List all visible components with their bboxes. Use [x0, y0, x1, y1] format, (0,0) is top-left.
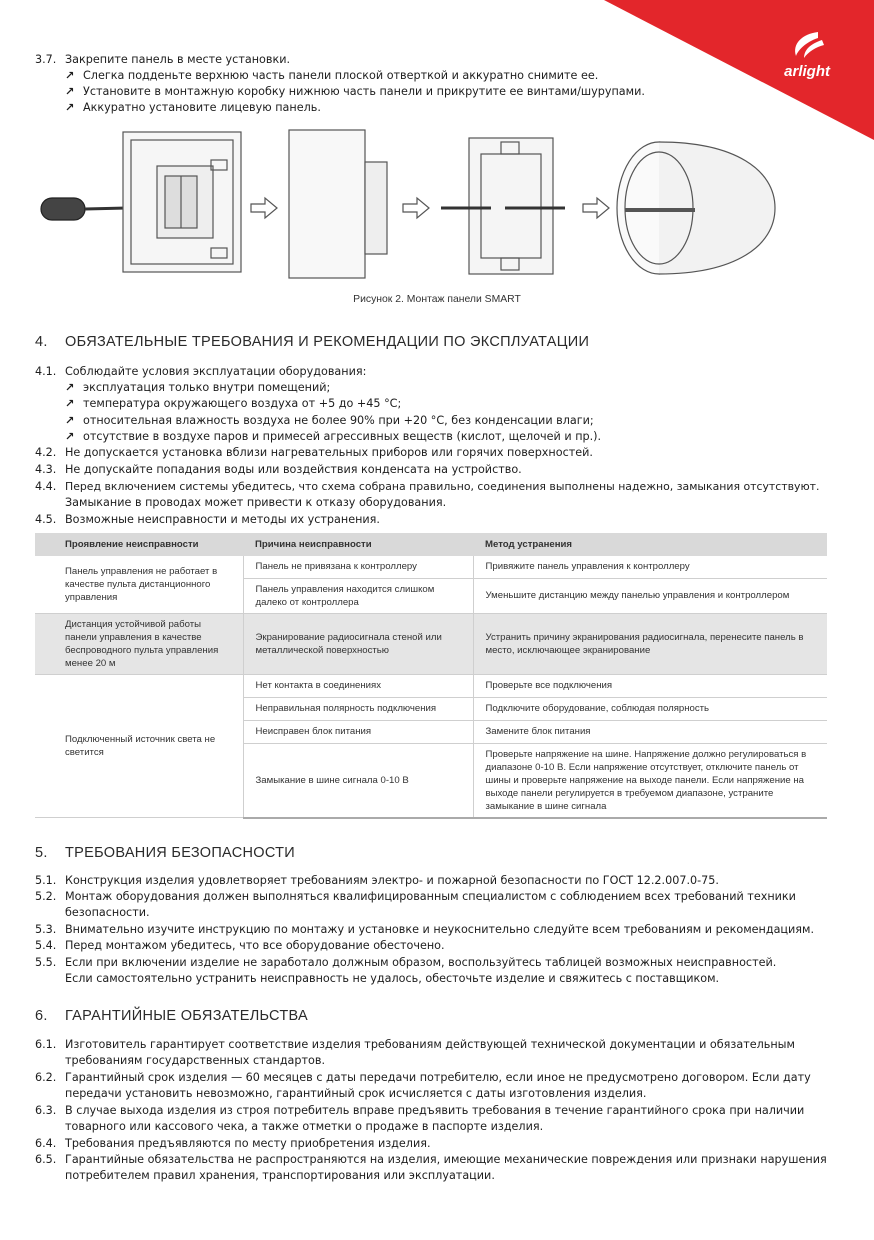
- p43-num: 4.3.: [35, 463, 57, 476]
- remedy-cell: Подключите оборудование, соблюдая полярность: [473, 697, 827, 720]
- s62-line: Гарантийный срок изделия — 60 месяцев с даты передачи потребителю, если иное не предусмотрено договором. Если дату: [65, 1071, 811, 1084]
- p41-text: Соблюдайте условия эксплуатации оборудования:: [65, 365, 367, 378]
- p42-num: 4.2.: [35, 446, 57, 459]
- faceplate-drawing: [289, 130, 387, 278]
- panel-open-drawing: [123, 132, 241, 272]
- section6-heading: [35, 1008, 308, 1024]
- p41-num: 4.1.: [35, 365, 57, 378]
- bullet-arrow-icon: ↗: [65, 85, 75, 98]
- s53-num: 5.3.: [35, 923, 57, 936]
- s64-line: Требования предъявляются по месту приобретения изделия.: [65, 1137, 431, 1150]
- install-bullet: Аккуратно установите лицевую панель.: [83, 101, 321, 114]
- cause-cell: Панель управления находится слишком далеко от контроллера: [243, 578, 473, 613]
- table-row: [35, 556, 827, 578]
- conditions-bullet: температура окружающего воздуха от +5 до +45 °C;: [83, 397, 402, 410]
- remedy-cell: Проверьте напряжение на шине. Напряжение должно регулироваться в диапазоне 0-10 В. Если напряжение отсутствует, отключите панель от шины и проверьте напряжение на выходе панели. Если напряжение на выходе панели регулируется в требуемом диапазоне, устраните замыкание в шине сигнала: [473, 743, 827, 818]
- cause-cell: Панель не привязана к контроллеру: [243, 556, 473, 578]
- table-row: [35, 674, 827, 697]
- p45-num: 4.5.: [35, 513, 57, 526]
- table-row: [35, 613, 827, 674]
- table-header-cell: Метод устранения: [473, 533, 827, 556]
- table-header-row: [35, 533, 827, 556]
- cause-cell: Замыкание в шине сигнала 0-10 В: [243, 743, 473, 818]
- s65-line: Гарантийные обязательства не распространяются на изделия, имеющие механические повреждения или признаки нарушения: [65, 1153, 827, 1166]
- s61-line: требованиям государственных стандартов.: [65, 1054, 326, 1067]
- conditions-bullet: отсутствие в воздухе паров и примесей агрессивных веществ (кислот, щелочей и пр.).: [83, 430, 602, 443]
- installation-figure: [35, 120, 795, 290]
- s52-line: безопасности.: [65, 906, 150, 919]
- symptom-cell: Подключенный источник света не светится: [35, 674, 243, 818]
- bullet-arrow-icon: ↗: [65, 101, 75, 114]
- bullet-arrow-icon: ↗: [65, 414, 75, 427]
- remedy-cell: Замените блок питания: [473, 720, 827, 743]
- screwdriver-icon: [41, 198, 127, 220]
- s64-num: 6.4.: [35, 1137, 57, 1150]
- brand-corner-triangle: [604, 0, 874, 140]
- s52-line: Монтаж оборудования должен выполняться квалифицированным специалистом с соблюдением всех требований техники: [65, 890, 796, 903]
- section4-heading: [35, 334, 589, 350]
- s55-line: Если самостоятельно устранить неисправность не удалось, обесточьте изделие и свяжитесь с поставщиком.: [65, 972, 720, 985]
- s63-line: товарного или кассового чека, а также отметки о продаже в паспорте изделия.: [65, 1120, 544, 1133]
- bullet-arrow-icon: ↗: [65, 397, 75, 410]
- s51-num: 5.1.: [35, 874, 57, 887]
- conditions-bullet: относительная влажность воздуха не более 90% при +20 °C, без конденсации влаги;: [83, 414, 594, 427]
- p44-line1: Перед включением системы убедитесь, что схема собрана правильно, соединения выполнены надежно, замыкания отсутствуют.: [65, 480, 820, 493]
- s55-num: 5.5.: [35, 956, 57, 969]
- p44-line2: Замыкание в проводах может привести к отказу оборудования.: [65, 496, 447, 509]
- figure-caption: Рисунок 2. Монтаж панели SMART: [353, 294, 521, 305]
- s54-line: Перед монтажом убедитесь, что все оборудование обесточено.: [65, 939, 445, 952]
- cause-cell: Неисправен блок питания: [243, 720, 473, 743]
- bullet-arrow-icon: ↗: [65, 381, 75, 394]
- brand-logo: arlight: [784, 63, 830, 80]
- s52-num: 5.2.: [35, 890, 57, 903]
- mounting-box-drawing: [617, 142, 775, 274]
- bullet-arrow-icon: ↗: [65, 69, 75, 82]
- s53-line: Внимательно изучите инструкцию по монтажу и установке и неукоснительно следуйте всем требованиям и рекомендациям.: [65, 923, 815, 936]
- remedy-cell: Устранить причину экранирования радиосигнала, перенесите панель в место, исключающее экранирование: [473, 613, 827, 674]
- section6-title: ГАРАНТИЙНЫЕ ОБЯЗАТЕЛЬСТВА: [65, 1008, 308, 1024]
- s61-num: 6.1.: [35, 1038, 57, 1051]
- faults-table: [35, 533, 827, 819]
- arrow-right-icon: [403, 198, 429, 218]
- section4-num: 4.: [35, 334, 48, 350]
- remedy-cell: Уменьшите дистанцию между панелью управления и контроллером: [473, 578, 827, 613]
- install-bullet: Слегка подденьте верхнюю часть панели плоской отверткой и аккуратно снимите ее.: [83, 69, 599, 82]
- section5-title: ТРЕБОВАНИЯ БЕЗОПАСНОСТИ: [65, 845, 295, 861]
- bullet-arrow-icon: ↗: [65, 430, 75, 443]
- s63-num: 6.3.: [35, 1104, 57, 1117]
- arrow-right-icon: [251, 198, 277, 218]
- arrow-right-icon: [583, 198, 609, 218]
- s55-line: Если при включении изделие не заработало должным образом, воспользуйтесь таблицей возможных неисправностей.: [65, 956, 777, 969]
- symptom-cell: Панель управления не работает в качестве пульта дистанционного управления: [35, 556, 243, 613]
- s51-line: Конструкция изделия удовлетворяет требованиям электро- и пожарной безопасности по ГОСТ 12.2.007.0-75.: [65, 874, 719, 887]
- symptom-cell: Дистанция устойчивой работы панели управления в качестве беспроводного пульта управления менее 20 м: [35, 613, 243, 674]
- p44-num: 4.4.: [35, 480, 57, 493]
- section5-heading: [35, 845, 295, 861]
- s65-line: потребителем правил хранения, транспортирования или эксплуатации.: [65, 1169, 495, 1182]
- table-header-cell: Причина неисправности: [243, 533, 473, 556]
- s63-line: В случае выхода изделия из строя потребитель вправе предъявить требования в течение гарантийного срока при наличии: [65, 1104, 805, 1117]
- s65-num: 6.5.: [35, 1153, 57, 1166]
- p42-text: Не допускается установка вблизи нагревательных приборов или горячих поверхностей.: [65, 446, 593, 459]
- cause-cell: Экранирование радиосигнала стеной или металлической поверхностью: [243, 613, 473, 674]
- table-header-cell: Проявление неисправности: [35, 533, 243, 556]
- conditions-bullet: эксплуатация только внутри помещений;: [83, 381, 331, 394]
- install-num: 3.7.: [35, 53, 57, 66]
- s61-line: Изготовитель гарантирует соответствие изделия требованиям действующей технической документации и обязательным: [65, 1038, 795, 1051]
- install-text: Закрепите панель в месте установки.: [65, 53, 291, 66]
- base-plate-drawing: [441, 138, 565, 274]
- s54-num: 5.4.: [35, 939, 57, 952]
- section6-num: 6.: [35, 1008, 48, 1024]
- s62-line: передачи установить невозможно, гарантийный срок исчисляется с даты изготовления изделия.: [65, 1087, 647, 1100]
- cause-cell: Неправильная полярность подключения: [243, 697, 473, 720]
- install-bullet: Установите в монтажную коробку нижнюю часть панели и прикрутите ее винтами/шурупами.: [83, 85, 645, 98]
- remedy-cell: Проверьте все подключения: [473, 674, 827, 697]
- cause-cell: Нет контакта в соединениях: [243, 674, 473, 697]
- remedy-cell: Привяжите панель управления к контроллеру: [473, 556, 827, 578]
- section4-title: ОБЯЗАТЕЛЬНЫЕ ТРЕБОВАНИЯ И РЕКОМЕНДАЦИИ ПО ЭКСПЛУАТАЦИИ: [65, 334, 590, 350]
- s62-num: 6.2.: [35, 1071, 57, 1084]
- p45-text: Возможные неисправности и методы их устранения.: [65, 513, 380, 526]
- p43-text: Не допускайте попадания воды или воздействия конденсата на устройство.: [65, 463, 522, 476]
- section5-num: 5.: [35, 845, 48, 861]
